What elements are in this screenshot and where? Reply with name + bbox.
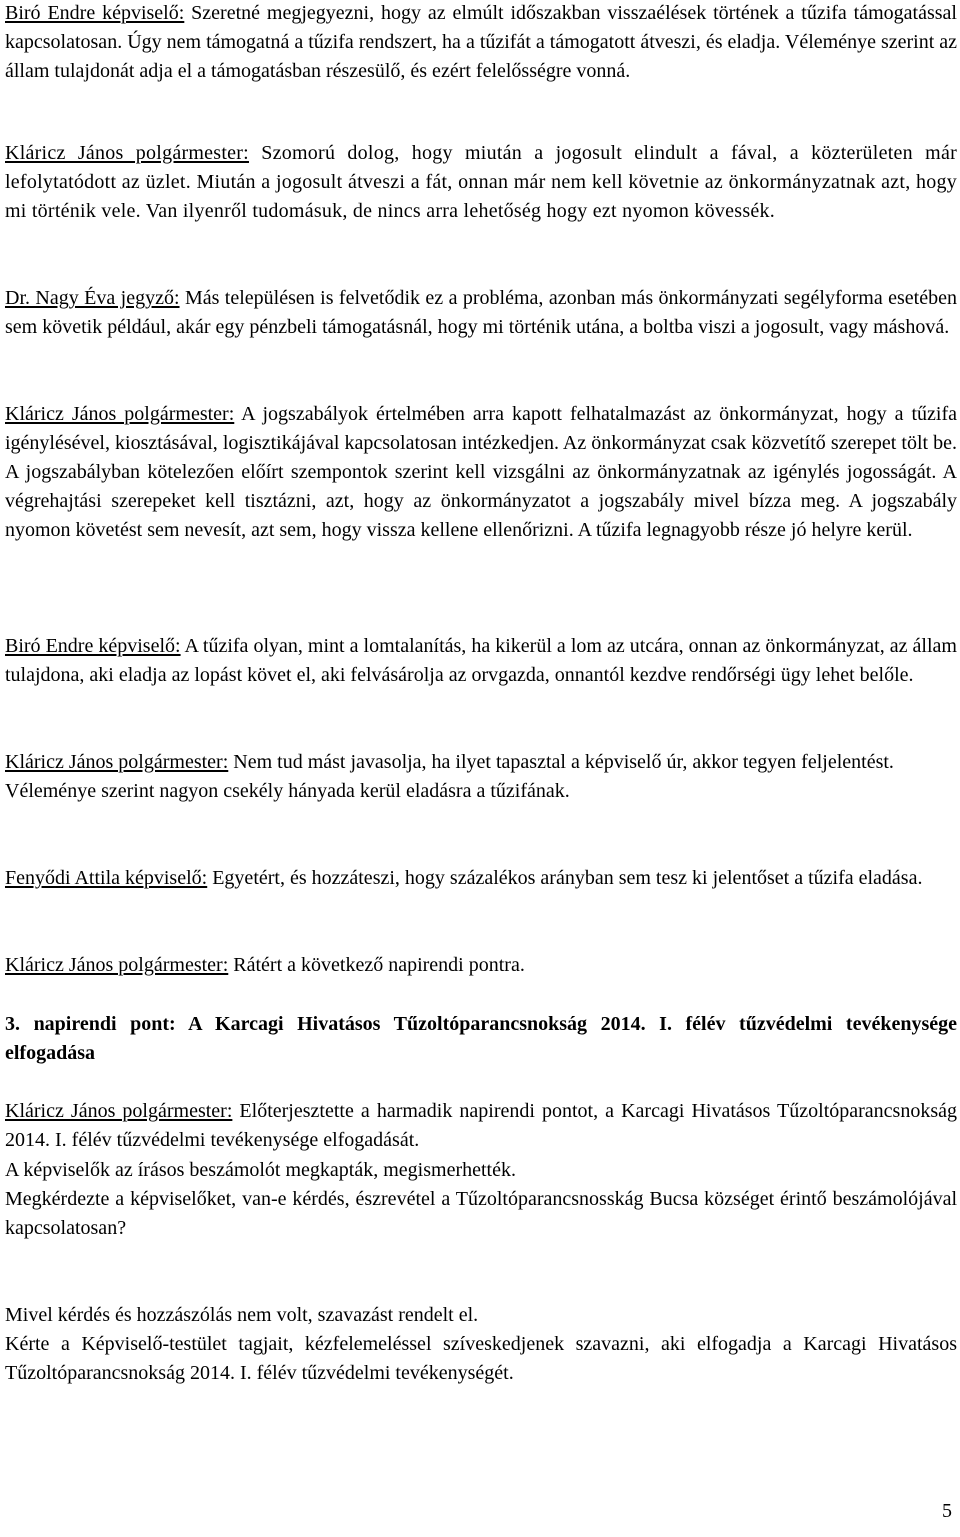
- paragraph-text: Szomorú dolog, hogy miután a jogosult elindult a fával, a közterületen már lefolytatódott az üzlet. Miután a jogosult átveszi a fát, onnan már nem kell követnie az önkormányzatnak azt, hogy mi történik vele. Van ilyenről tudomásuk, de nincs arra lehetőség hogy ezt nyomon kövessék.: [5, 142, 957, 222]
- paragraph-text: Szeretné megjegyezni, hogy az elmúlt időszakban visszaélések történek a tűzifa támogatással kapcsolatosan. Úgy nem támogatná a tűzifa rendszert, ha a tűzifát a támogatott átveszi, és eladja. Véleménye szerint az állam tulajdonát adja el a támogatásban részesülő, és ezért felelősségre vonná.: [5, 2, 958, 82]
- speaker-label: Kláricz János polgármester:: [5, 1100, 233, 1122]
- speaker-label: Kláricz János polgármester:: [5, 954, 229, 976]
- paragraph-text: Rátért a következő napirendi pontra.: [228, 954, 525, 976]
- speaker-label: Biró Endre képviselő:: [5, 635, 181, 657]
- paragraph-questions: [5, 1156, 957, 1243]
- paragraph-text: A jogszabályok értelmében arra kapott felhatalmazást az önkormányzat, hogy a tűzifa igénylésével, kiosztásával, logisztikájával kapcsolatosan intézkedjen. Az önkormányzat csak közvetítő szerepet tölt be. A jogszabályban kötelezően előírt szempontok szerint kell vizsgálni az önkormányzatnak az igénylés jogosságát. A végrehajtási szerepeket kell tisztázni, azt, hogy az önkormányzatot a jogszabály mivel bízza meg. A jogszabály nyomon követést sem nevesít, azt sem, hogy vissza kellene ellenőrizni. A tűzifa legnagyobb része jó helyre kerül.: [5, 403, 957, 541]
- paragraph-klaricz-3: [5, 748, 957, 806]
- paragraph-vote: [5, 1301, 957, 1388]
- speaker-label: Kláricz János polgármester:: [5, 142, 249, 164]
- paragraph-klaricz-2: [5, 400, 957, 545]
- speaker-label: Kláricz János polgármester:: [5, 403, 235, 425]
- paragraph-line: Kérte a Képviselő-testület tagjait, kézfelemeléssel szíveskedjenek szavazni, aki elfogadja a Karcagi Hivatásos Tűzoltóparancsnokság 2014. I. félév tűzvédelmi tevékenységét.: [5, 1333, 957, 1384]
- paragraph-fenyodi: [5, 864, 957, 893]
- paragraph-text: Más településen is felvetődik ez a probléma, azonban más önkormányzati segélyforma esetében sem követik például, akár egy pénzbeli támogatásnál, hogy mi történik utána, a boltba viszi a jogosult, vagy máshová.: [5, 287, 957, 338]
- paragraph-line: Véleménye szerint nagyon csekély hányada kerül eladásra a tűzifának.: [5, 780, 570, 802]
- paragraph-text: Egyetért, és hozzáteszi, hogy százalékos arányban sem tesz ki jelentőset a tűzifa eladása.: [207, 867, 923, 889]
- paragraph-nagy-1: [5, 284, 957, 342]
- paragraph-klaricz-1: [5, 139, 957, 226]
- paragraph-biro-2: [5, 632, 957, 690]
- speaker-label: Fenyődi Attila képviselő:: [5, 867, 208, 889]
- paragraph-line: A képviselők az írásos beszámolót megkapták, megismerhették.: [5, 1159, 516, 1181]
- page-number: 5: [942, 1500, 952, 1522]
- paragraph-line: [5, 748, 957, 777]
- paragraph-line: Megkérdezte a képviselőket, van-e kérdés, észrevétel a Tűzoltóparancsnosskág Bucsa községet érintő beszámolójával kapcsolatosan?: [5, 1188, 957, 1239]
- paragraph-line: Mivel kérdés és hozzászólás nem volt, szavazást rendelt el.: [5, 1304, 479, 1326]
- paragraph-klaricz-4: [5, 951, 957, 980]
- speaker-label: Kláricz János polgármester:: [5, 751, 229, 773]
- paragraph-text: A tűzifa olyan, mint a lomtalanítás, ha kikerül a lom az utcára, onnan az önkormányzat, az állam tulajdona, aki eladja az lopást követ el, aki felvásárolja az orvgazda, onnantól kezdve rendőrségi ügy lehet belőle.: [5, 635, 957, 686]
- paragraph-klaricz-5: [5, 1097, 957, 1155]
- paragraph-text: Nem tud mást javasolja, ha ilyet tapasztal a képviselő úr, akkor tegyen feljelentést.: [228, 751, 894, 773]
- agenda-heading: 3. napirendi pont: A Karcagi Hivatásos Tűzoltóparancsnokság 2014. I. félév tűzvédelmi tevékenysége elfogadása: [5, 1013, 957, 1064]
- paragraph-text: Előterjesztette a harmadik napirendi pontot, a Karcagi Hivatásos Tűzoltóparancsnokság 2014. I. félév tűzvédelmi tevékenysége elfogadását.: [5, 1100, 957, 1151]
- paragraph-biro-1: [5, 0, 957, 86]
- speaker-label: Dr. Nagy Éva jegyző:: [5, 287, 180, 309]
- speaker-label: Biró Endre képviselő:: [5, 2, 185, 24]
